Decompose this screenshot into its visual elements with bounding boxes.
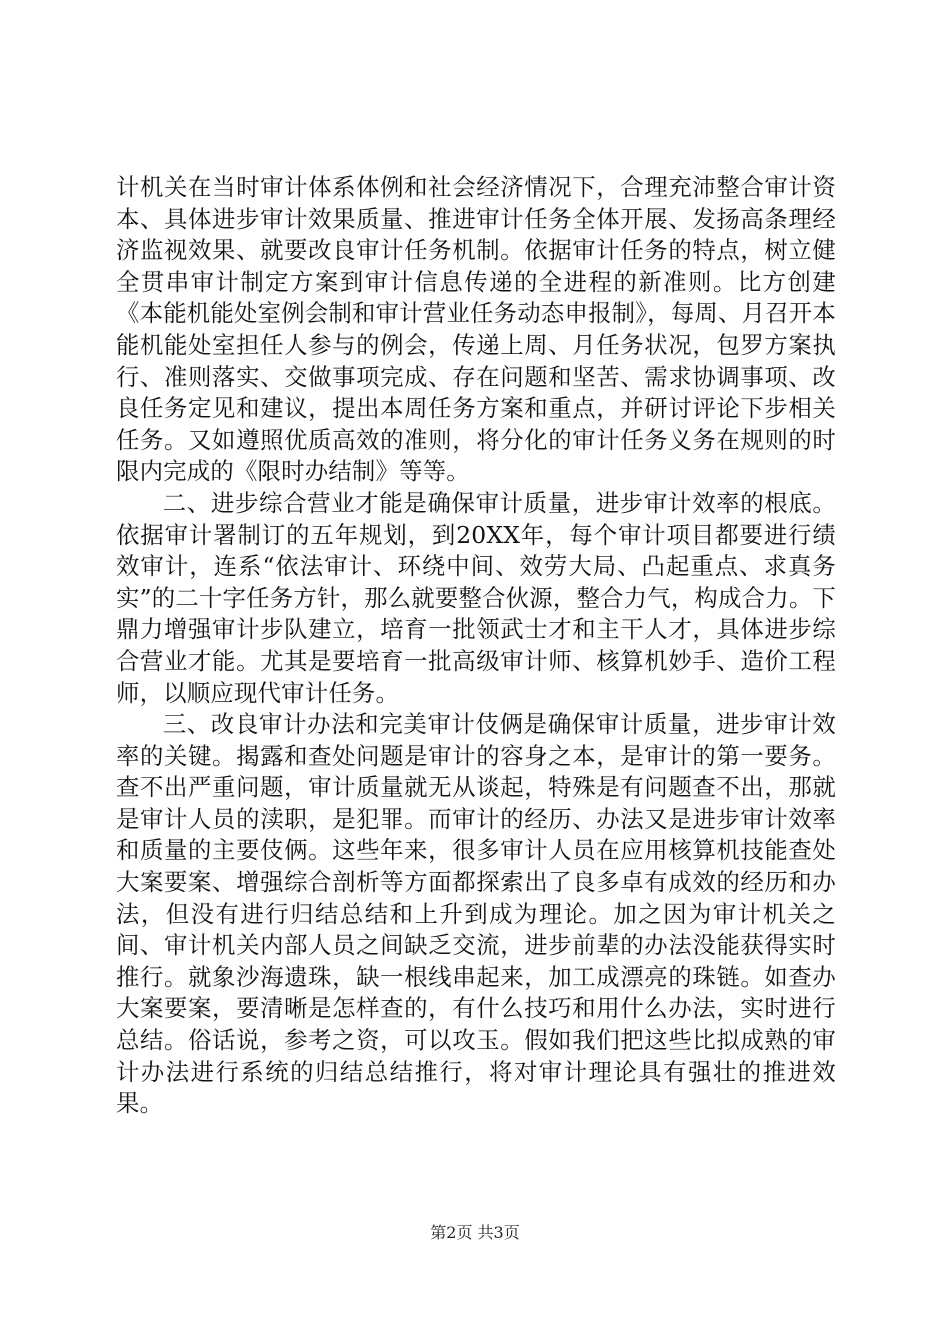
paragraph-continuation: 计机关在当时审计体系体例和社会经济情况下，合理充沛整合审计资本、具体进步审计效果质量、推进审计任务全体开展、发扬高条理经济监视效果、就要改良审计任务机制。依据审计任务的特点，树立健全贯串审计制定方案到审计信息传递的全进程的新准则。比方创建《本能机能处室例会制和审计营业任务动态申报制》，每周、月召开本能机能处室担任人参与的例会，传递上周、月任务状况，包罗方案执行、准则落实、交做事项完成、存在问题和坚苦、需求协调事项、改良任务定见和建议，提出本周任务方案和重点，并研讨评论下步相关任务。又如遵照优质高效的准则，将分化的审计任务义务在规则的时限内完成的《限时办结制》等等。: [116, 173, 836, 486]
paragraph-section-2: 二、进步综合营业才能是确保审计质量，进步审计效率的根底。依据审计署制订的五年规划，到20XX年，每个审计项目都要进行绩效审计，连系“依法审计、环绕中间、效劳大局、凸起重点、求真务实”的二十字任务方针，那么就要整合伙源，整合力气，构成合力。下鼎力增强审计步队建立，培育一批领武士才和主干人才，具体进步综合营业才能。尤其是要培育一批高级审计师、核算机妙手、造价工程师，以顺应现代审计任务。: [116, 488, 836, 707]
page-footer: 第2页 共3页: [430, 1223, 520, 1242]
paragraph-section-3: 三、改良审计办法和完美审计伎俩是确保审计质量，进步审计效率的关键。揭露和查处问题是审计的容身之本，是审计的第一要务。查不出严重问题，审计质量就无从谈起，特殊是有问题查不出，那就是审计人员的渎职，是犯罪。而审计的经历、办法又是进步审计效率和质量的主要伎俩。这些年来，很多审计人员在应用核算机技能查处大案要案、增强综合剖析等方面都探索出了良多卓有成效的经历和办法，但没有进行归结总结和上升到成为理论。加之因为审计机关之间、审计机关内部人员之间缺乏交流，进步前辈的办法没能获得实时推行。就象沙海遗珠，缺一根线串起来，加工成漂亮的珠链。如查办大案要案，要清晰是怎样查的，有什么技巧和用什么办法，实时进行总结。俗话说，参考之资，可以攻玉。假如我们把这些比拟成熟的审计办法进行系统的归结总结推行，将对审计理论具有强壮的推进效果。: [116, 710, 836, 1118]
document-body: [116, 172, 836, 1120]
